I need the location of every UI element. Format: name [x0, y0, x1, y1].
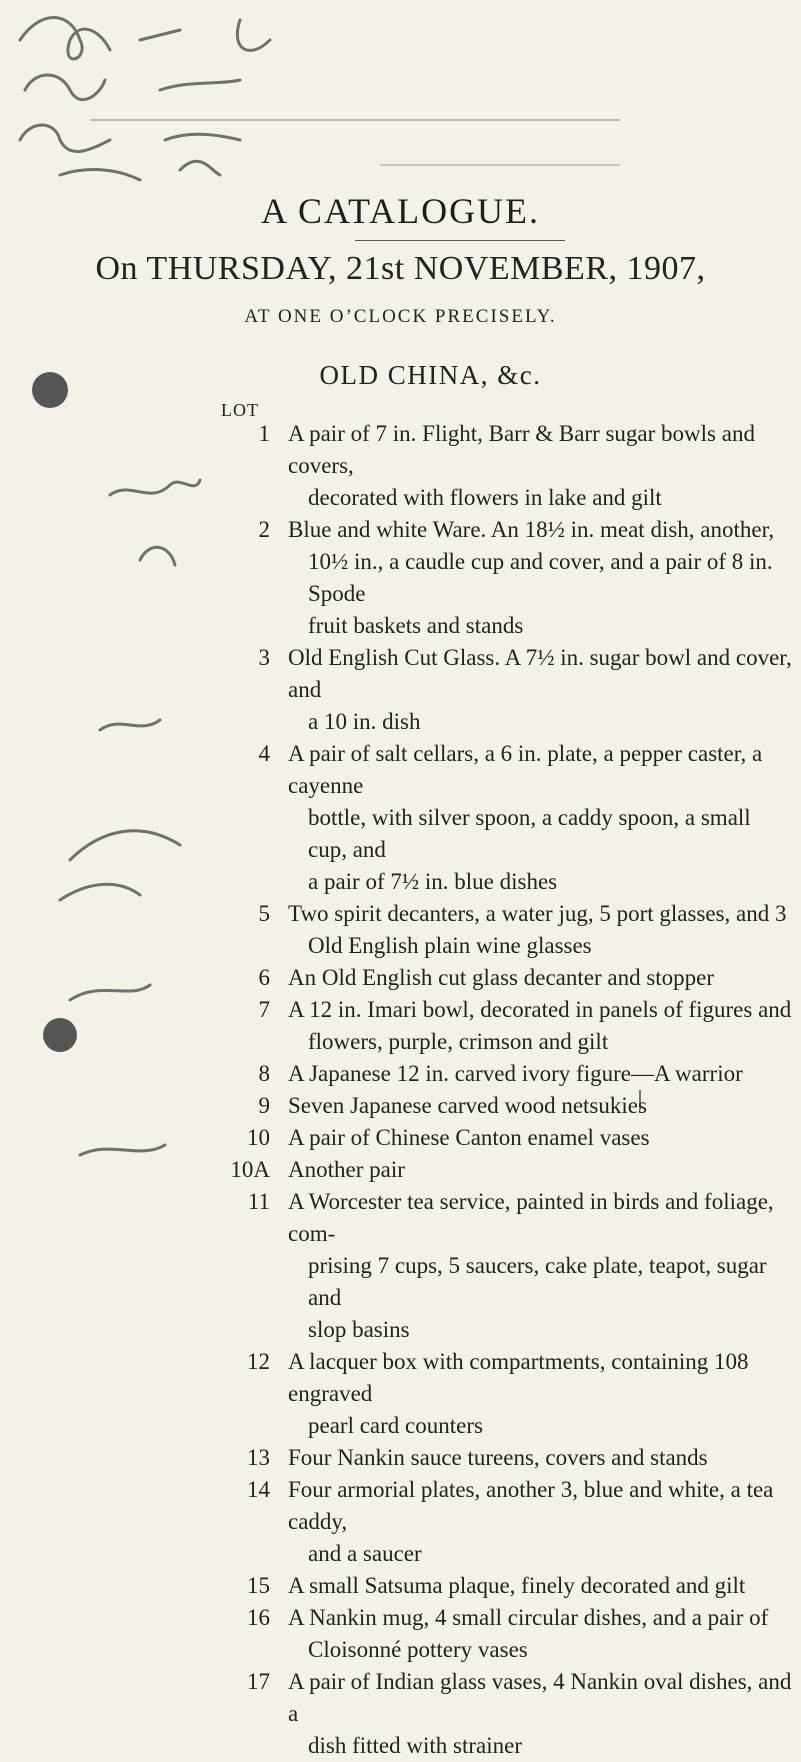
lot-description: [288, 1442, 793, 1474]
lot-number: 10: [247, 1125, 270, 1150]
handwriting-scribble-4: [60, 161, 220, 180]
lot-entry: [223, 1058, 793, 1090]
lot-column-label: LOT: [221, 400, 259, 420]
lot-number: 11: [247, 1189, 270, 1214]
lot-description-line: A Japanese 12 in. carved ivory figure—A warrior: [288, 1061, 743, 1086]
lot-description-line: slop basins: [308, 1317, 410, 1342]
handwriting-scribble-2: [25, 75, 240, 100]
lot-description: [288, 1602, 793, 1666]
lot-description: [288, 1346, 793, 1442]
lot-number: 9: [258, 1093, 270, 1118]
lot-entry: [223, 994, 793, 1058]
lot-description-line: A 12 in. Imari bowl, decorated in panels of figures and: [288, 997, 792, 1022]
lot-description-line: A lacquer box with compartments, containing 108 engraved: [288, 1349, 749, 1406]
lot-description: [288, 514, 793, 642]
sale-time: AT ONE O’CLOCK PRECISELY.: [244, 306, 557, 327]
lot-description-line: A small Satsuma plaque, finely decorated and gilt: [288, 1573, 746, 1598]
lot-description-line: A Worcester tea service, painted in birds and foliage, com-: [288, 1189, 774, 1246]
lot-entry: [223, 898, 793, 962]
lot-description-line: a pair of 7½ in. blue dishes: [308, 869, 558, 894]
lot-description: [288, 1058, 793, 1090]
lot-description-line: Old English plain wine glasses: [308, 933, 592, 958]
lot-description-line: Seven Japanese carved wood netsukies: [288, 1093, 647, 1118]
lot-number: 1: [258, 421, 270, 446]
lot-description-line: A pair of Chinese Canton enamel vases: [288, 1125, 650, 1150]
lot-description: [288, 418, 793, 514]
margin-scribble-2: [110, 480, 200, 495]
lot-entry: [223, 1666, 793, 1762]
lot-description-line: prising 7 cups, 5 saucers, cake plate, teapot, sugar and: [308, 1253, 767, 1310]
sale-date: On THURSDAY, 21st NOVEMBER, 1907,: [95, 250, 706, 287]
lot-entry: [223, 738, 793, 898]
lot-number: 8: [258, 1061, 270, 1086]
lot-description: [288, 1570, 793, 1602]
lot-description-line: A pair of salt cellars, a 6 in. plate, a pepper caster, a cayenne: [288, 741, 763, 798]
lot-description: [288, 1666, 793, 1762]
lot-description-line: a 10 in. dish: [308, 709, 421, 734]
lot-description-line: dish fitted with strainer: [308, 1733, 522, 1758]
lot-description: [288, 642, 793, 738]
lot-description: [288, 738, 793, 898]
lot-description-line: bottle, with silver spoon, a caddy spoon, a small cup, and: [308, 805, 751, 862]
lot-number: 7: [258, 997, 270, 1022]
lot-number: 15: [247, 1573, 270, 1598]
lot-entry: [223, 1090, 793, 1122]
lot-description-line: An Old English cut glass decanter and stopper: [288, 965, 715, 990]
lot-number: 2: [258, 517, 270, 542]
lot-description-line: Four Nankin sauce tureens, covers and stands: [288, 1445, 708, 1470]
lot-entry: [223, 418, 793, 514]
ink-blot-2: [43, 1018, 77, 1052]
lot-entry: [223, 1346, 793, 1442]
lot-description-line: pearl card counters: [308, 1413, 483, 1438]
lot-description-line: Four armorial plates, another 3, blue and white, a tea caddy,: [288, 1477, 774, 1534]
lot-description: [288, 1186, 793, 1346]
handwriting-scribble-top: [20, 18, 270, 59]
lot-number: 12: [247, 1349, 270, 1374]
margin-scribble-5: [100, 720, 160, 730]
lot-entry: [223, 962, 793, 994]
title-rule: [355, 240, 565, 241]
lot-entry: [223, 1154, 793, 1186]
lot-description: [288, 1154, 793, 1186]
lot-description-line: 10½ in., a caudle cup and cover, and a pair of 8 in. Spode: [308, 549, 773, 606]
lot-entry: [223, 642, 793, 738]
lot-number: 17: [247, 1669, 270, 1694]
catalogue-title: A CATALOGUE.: [260, 191, 541, 231]
lot-entry: [223, 1186, 793, 1346]
lot-entry: [223, 1602, 793, 1666]
lot-number: 14: [247, 1477, 270, 1502]
lot-number: 13: [247, 1445, 270, 1470]
lot-description-line: decorated with flowers in lake and gilt: [308, 485, 662, 510]
section-heading: OLD CHINA, &c.: [319, 360, 542, 390]
lot-description: [288, 994, 793, 1058]
lot-description: [288, 962, 793, 994]
lot-number: 5: [258, 901, 270, 926]
lot-description-line: flowers, purple, crimson and gilt: [308, 1029, 609, 1054]
margin-scribble-3: [140, 547, 175, 565]
lot-description-line: fruit baskets and stands: [308, 613, 524, 638]
lot-entry: [223, 1122, 793, 1154]
lot-description-line: A Nankin mug, 4 small circular dishes, and a pair of: [288, 1605, 769, 1630]
lot-number: 16: [247, 1605, 270, 1630]
lot-number: 4: [258, 741, 270, 766]
lot-description: [288, 898, 793, 962]
lot-entry: [223, 1442, 793, 1474]
margin-scribble-7: [60, 831, 180, 900]
lot-description-line: Old English Cut Glass. A 7½ in. sugar bowl and cover, and: [288, 645, 792, 702]
lot-description: [288, 1474, 793, 1570]
lot-description-line: A pair of 7 in. Flight, Barr & Barr sugar bowls and covers,: [288, 421, 755, 478]
handwriting-scribble-3: [20, 125, 240, 152]
lot-description-line: and a saucer: [308, 1541, 422, 1566]
lot-entry: [223, 1474, 793, 1570]
lot-description: [288, 1122, 793, 1154]
lot-number: 6: [258, 965, 270, 990]
lot-description-line: Another pair: [288, 1157, 405, 1182]
lot-description: [288, 1090, 793, 1122]
margin-scribble-9: [70, 985, 150, 1000]
lot-description-line: Cloisonné pottery vases: [308, 1637, 528, 1662]
lot-description-line: A pair of Indian glass vases, 4 Nankin oval dishes, and a: [288, 1669, 792, 1726]
lot-entry: [223, 1570, 793, 1602]
lot-number: 10A: [230, 1157, 270, 1182]
lot-description-line: Two spirit decanters, a water jug, 5 port glasses, and 3: [288, 901, 787, 926]
lot-number: 3: [258, 645, 270, 670]
lot-description-line: Blue and white Ware. An 18½ in. meat dish, another,: [288, 517, 775, 542]
margin-scribble-12: [80, 1145, 165, 1155]
lot-list: [223, 418, 793, 1762]
lot-entry: [223, 514, 793, 642]
